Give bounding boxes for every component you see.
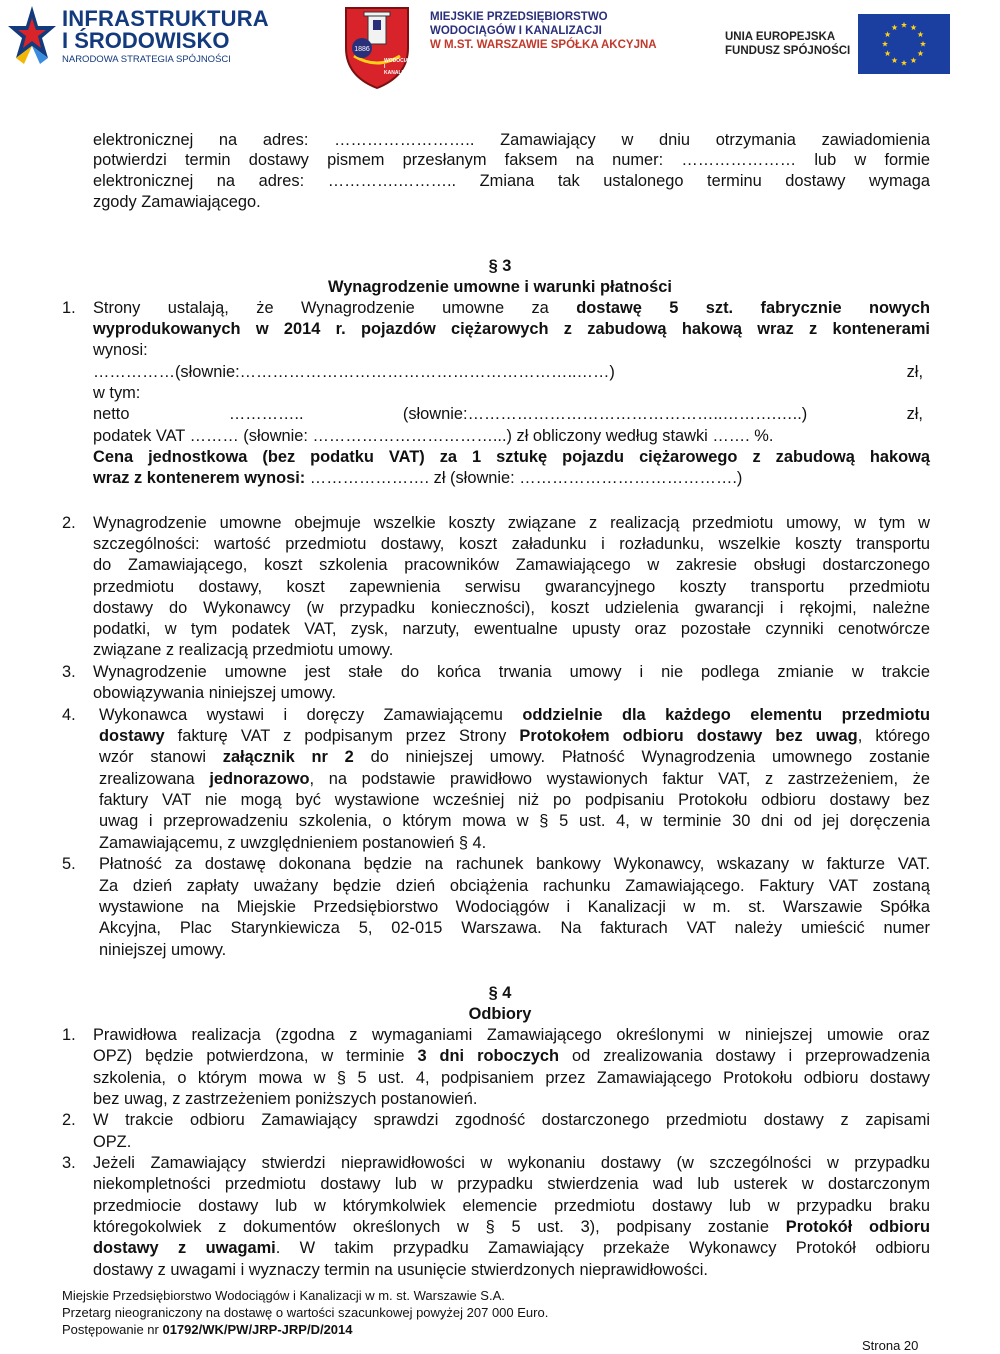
s4-p1-line1: Prawidłowa realizacja (zgodna z wymaganiami Zamawiającego określonymi w niniejszej umowie oraz — [93, 1026, 930, 1044]
s4-number: § 4 — [488, 984, 512, 1002]
intro-line-4: zgody Zamawiającego. — [93, 193, 261, 211]
crest-year: 1886 — [354, 46, 370, 53]
page-number: Strona 20 — [862, 1338, 919, 1353]
s4-p1-line4: bez uwag, z zastrzeżeniem poniższych postanowień. — [93, 1090, 478, 1108]
s3-p4-line4a: zrealizowana — [99, 770, 195, 788]
s4-p2-line1: W trakcie odbioru Zamawiający sprawdzi zgodność dostarczonego przedmiotu dostawy z zapisami — [93, 1111, 930, 1129]
s4-p1-line2a: OPZ) będzie potwierdzona, w terminie — [93, 1047, 405, 1065]
footer-line-2: Przetarg nieograniczony na dostawę o wartości szacunkowej powyżej 207 000 Euro. — [62, 1305, 549, 1320]
s3-p4-line2 — [99, 726, 930, 746]
s4-p1-line2b: 3 dni roboczych — [417, 1047, 560, 1065]
s3-p4-line2c: Protokołem odbioru dostawy bez uwag — [519, 727, 858, 745]
intro-line-2: potwierdzi termin dostawy pismem przesłanym faksem na numer: ………………… lub w formie — [93, 151, 930, 169]
eu-flag — [858, 14, 950, 74]
mpwik-line3: W M.ST. WARSZAWIE SPÓŁKA AKCYJNA — [430, 39, 657, 51]
s3-p1-line7: podatek VAT ……… (słownie: ……………………………...) zł obliczony według stawki ……. %. — [93, 427, 774, 445]
s3-p1-num: 1. — [62, 299, 76, 317]
s3-p1-line3: wynosi: — [93, 341, 148, 359]
s4-p3-line6: dostawy z uwagami i wyznaczy termin na usunięcie stwierdzonych nieprawidłowości. — [93, 1261, 708, 1279]
s3-p5-line3: wystawione na Miejskie Przedsiębiorstwo Wodociągów i Kanalizacji w m. st. Warszawie Spółka — [99, 898, 930, 916]
mpwik-line2: WODOCIĄGÓW I KANALIZACJI — [430, 25, 602, 37]
footer-line-3b: 01792/WK/PW/JRP-JRP/D/2014 — [162, 1322, 353, 1337]
star-logo-icon — [6, 4, 58, 68]
s3-p2-line2: szczególności: wartość przedmiotu dostawy, koszt załadunku i rozładunku, wszelkie koszty transportu — [93, 535, 930, 553]
s4-p1-line3: szkolenia, o którym mowa w § 5 ust. 4, podpisaniem przez Zamawiającego Protokołu odbioru dostawy — [93, 1069, 930, 1087]
footer-line-1: Miejskie Przedsiębiorstwo Wodociągów i Kanalizacji w m. st. Warszawie S.A. — [62, 1288, 505, 1303]
s4-p2-line2: OPZ. — [93, 1133, 132, 1151]
logo-mpwik — [430, 10, 657, 66]
s3-p2-line1: Wynagrodzenie umowne obejmuje wszelkie koszty związane z realizacją przedmiotu umowy, w tym w — [93, 514, 930, 532]
s3-p2-line4: przedmiotu dostawy, koszt zapewnienia serwisu gwarancyjnego koszty transportu przedmiotu — [93, 578, 930, 596]
s3-p4-line4c: , na podstawie prawidłowo wystawionych faktur VAT, z zastrzeżeniem, że — [309, 770, 930, 788]
s3-p4-line6: uwag i przeprowadzeniu szkolenia, o którym mowa w § 5 ust. 4, w terminie 30 dni od jej doręczenia — [99, 812, 930, 830]
mpwik-crest — [340, 4, 420, 90]
mpwik-line1: MIEJSKIE PRZEDSIĘBIORSTWO — [430, 11, 608, 23]
s3-p5-line5: niniejszej umowy. — [99, 941, 227, 959]
s3-p1-line9b: …………………. zł (słownie: ………………………………….) — [309, 469, 743, 487]
s3-p1-line8: Cena jednostkowa (bez podatku VAT) za 1 sztukę pojazdu ciężarowego z zabudową hakową — [93, 448, 930, 466]
ue-line1: UNIA EUROPEJSKA — [725, 31, 836, 43]
s3-p1-line2 — [93, 319, 930, 339]
s3-p2-line5: dostawy do Wykonawcy (w przypadku konieczności), koszt udzielenia gwarancji i rękojmi, należne — [93, 599, 930, 617]
s3-p4-line1a: Wykonawca wystawi i doręczy Zamawiającemu — [99, 706, 503, 724]
s3-p2-line6: podatki, w tym podatek VAT, zysk, narzuty, ewentualne upusty oraz pozostałe czynniki cenotwórcze — [93, 620, 930, 638]
s3-p1-line6: netto ………….. (słownie:………………………………………..……….…..) zł, — [93, 405, 923, 423]
s3-p5-line1: Płatność za dostawę dokonana będzie na rachunek bankowy Wykonawcy, wskazany w fakturze VAT. — [99, 855, 930, 873]
s3-p3-line1: Wynagrodzenie umowne jest stałe do końca trwania umowy i nie podlega zmianie w trakcie — [93, 663, 930, 681]
s4-p1-num: 1. — [62, 1026, 76, 1044]
s3-number: § 3 — [488, 257, 512, 275]
s3-p4-line1 — [99, 705, 930, 725]
s3-p4-num: 4. — [62, 706, 76, 724]
footer-line-3a: Postępowanie nr — [62, 1322, 159, 1337]
s4-p3-line5 — [93, 1238, 930, 1258]
s3-p1-line4: ……………(słownie:……………………………………………………..……) zł, — [93, 363, 923, 381]
intro-line-1 — [93, 130, 930, 150]
s3-p2-num: 2. — [62, 514, 76, 532]
s3-p1-line2a: wyprodukowanych w 2014 r. — [93, 320, 346, 338]
s3-p2-line7: związane z realizacją przedmiotu umowy. — [93, 641, 394, 659]
s4-title: Odbiory — [468, 1005, 532, 1023]
s3-p1-line9 — [93, 468, 742, 488]
s3-p3-line2: obowiązywania niniejszej umowy. — [93, 684, 336, 702]
s4-p1-line2 — [93, 1046, 930, 1066]
s3-p1-line9a: wraz z kontenerem wynosi: — [93, 469, 306, 487]
s4-p3-line4a: któregokolwiek z dokumentów określonych w § 5 ust. 3), podpisany zostanie — [93, 1218, 769, 1236]
logo-ue-text — [725, 30, 855, 58]
logo-is-line1: INFRASTRUKTURA — [62, 6, 269, 31]
s4-p3-line5a: dostawy z uwagami — [93, 1239, 276, 1257]
s4-p3-line1: Jeżeli Zamawiający stwierdzi nieprawidłowości w wykonaniu dostawy (w szczególności w przypadku — [93, 1154, 930, 1172]
s4-p3-line4b: Protokół odbioru — [785, 1218, 930, 1236]
s3-p4-line3c: do niniejszej umowy. Płatność Wynagrodzenia umownego zostanie — [370, 748, 930, 766]
s3-p4-line3b: załącznik nr 2 — [222, 748, 354, 766]
s3-p1-line5: w tym: — [93, 384, 141, 402]
eu-flag-icon — [858, 14, 950, 74]
s4-p3-line3: przedmiocie dostawy lub w którymkolwiek elemencie przedmiotu dostawy lub w przypadku braku — [93, 1197, 930, 1215]
s4-p3-line2: niekompletności przedmiotu dostawy lub w przypadku stwierdzenia wad lub usterek w dostarczonym — [93, 1175, 930, 1193]
intro-line-1b: Zamawiający w dniu otrzymania zawiadomienia — [500, 131, 930, 149]
s3-p1-line1a: Strony ustalają, że Wynagrodzenie umowne za — [93, 299, 549, 317]
footer-line-3 — [62, 1322, 353, 1338]
s3-p4-line5: faktury VAT nie mogą być wystawione wcześniej niż po podpisaniu Protokołu odbioru dostawy bez — [99, 791, 930, 809]
s3-p4-line1b: oddzielnie dla każdego elementu przedmiotu — [522, 706, 930, 724]
s3-p2-line3: do Zamawiającego, koszt szkolenia pracowników Zamawiającego w zakresie obsługi dostarczonego — [93, 556, 930, 574]
s3-p4-line3 — [99, 747, 930, 767]
s3-p4-line4b: jednorazowo — [209, 770, 310, 788]
s3-p5-num: 5. — [62, 855, 76, 873]
s3-p1-line1 — [93, 298, 930, 318]
s3-p4-line2a: dostawy — [99, 727, 165, 745]
s3-p3-num: 3. — [62, 663, 76, 681]
s4-p3-num: 3. — [62, 1154, 76, 1172]
intro-line-1a: elektronicznej na adres: …………………….. — [93, 131, 475, 149]
s4-p3-line4 — [93, 1217, 930, 1237]
s4-p3-line5b: . W takim przypadku Zamawiający przekaże Wykonawcy Protokół odbioru — [275, 1239, 930, 1257]
s3-p1-line2b: pojazdów ciężarowych z zabudową hakową wraz z kontenerami — [361, 320, 930, 338]
s4-p1-line2c: od zrealizowania dostawy i przeprowadzenia — [572, 1047, 930, 1065]
s3-p4-line3a: wzór stanowi — [99, 748, 206, 766]
s3-p5-line2: Za dzień zapłaty uważany będzie dzień obciążenia rachunku Zamawiającego. Faktury VAT zostaną — [99, 877, 930, 895]
ue-line2: FUNDUSZ SPÓJNOŚCI — [725, 45, 851, 57]
s3-title: Wynagrodzenie umowne i warunki płatności — [328, 278, 672, 296]
crest-text: WODOCIĄGI I KANALIZACJA — [384, 58, 420, 76]
s3-p4-line7: Zamawiającemu, z uwzględnieniem postanowień § 4. — [99, 834, 487, 852]
intro-line-3: elektronicznej na adres: ………….……….. Zmiana tak ustalonego terminu dostawy wymaga — [93, 172, 930, 190]
s4-p2-num: 2. — [62, 1111, 76, 1129]
s3-p5-line4: Akcyjna, Plac Starynkiewicza 5, 02-015 Warszawa. Na fakturach VAT należy umieścić numer — [99, 919, 930, 937]
s3-p4-line2d: , którego — [857, 727, 930, 745]
s3-p4-line4 — [99, 769, 930, 789]
logo-is-line2: I ŚRODOWISKO — [62, 28, 230, 53]
logo-is-line3: NARODOWA STRATEGIA SPÓJNOŚCI — [62, 54, 231, 65]
logo-infrastruktura — [6, 4, 269, 70]
s3-p4-line2b: fakturę VAT z podpisanym przez Strony — [177, 727, 507, 745]
s3-p1-line1b: dostawę 5 szt. fabrycznie nowych — [576, 299, 930, 317]
